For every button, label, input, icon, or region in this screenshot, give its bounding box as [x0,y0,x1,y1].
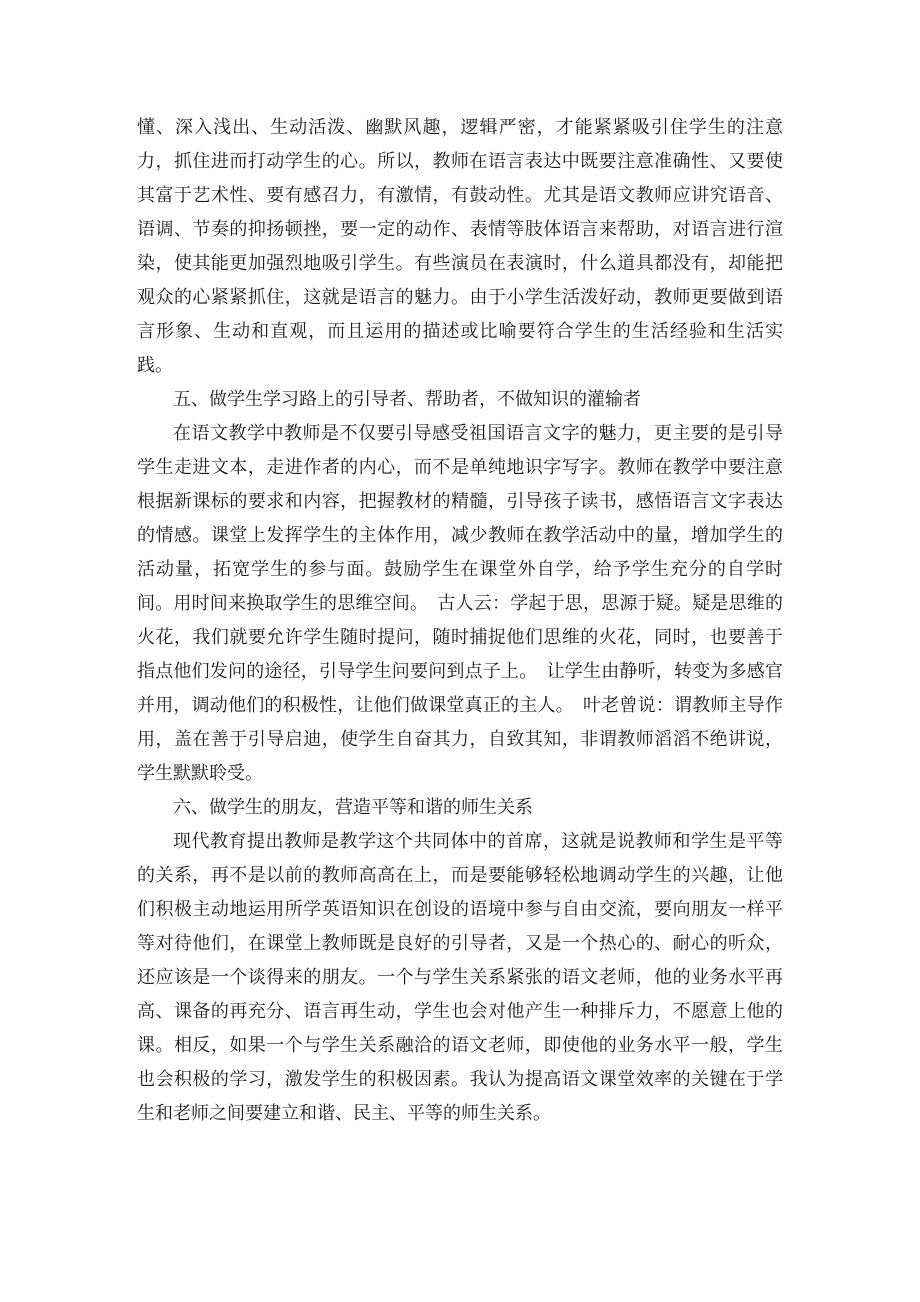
section-heading-5: 五、做学生学习路上的引导者、帮助者，不做知识的灌输者 [173,389,641,410]
paragraph-section-5: 在语文教学中教师是不仅要引导感受祖国语言文字的魅力，更主要的是引导学生走进文本，走进作者的内心，而不是单纯地识字写字。教师在教学中要注意根据新课标的要求和内容，把握教材的精髓，引导孩子读书，感悟语言文字表达的情感。课堂上发挥学生的主体作用，减少教师在教学活动中的量，增加学生的活动量，拓宽学生的参与面。鼓励学生在课堂外自学，给予学生充分的自学时间。用时间来换取学生的思维空间。 古人云：学起于思，思源于疑。疑是思维的火花，我们就要允许学生随时提问，随时捕捉他们思维的火花，同时，也要善于指点他们发问的途径，引导学生问要问到点子上。 让学生由静听，转变为多感官并用，调动他们的积极性，让他们做课堂真正的主人。 叶老曾说：谓教师主导作用，盖在善于引导启迪，使学生自奋其力，自致其知，非谓教师滔滔不绝讲说，学生默默聆受。 [137,423,783,784]
document-body [137,111,783,1131]
section-heading-6: 六、做学生的朋友，营造平等和谐的师生关系 [173,797,533,818]
paragraph-continuation: 懂、深入浅出、生动活泼、幽默风趣，逻辑严密，才能紧紧吸引住学生的注意力，抓住进而打动学生的心。所以，教师在语言表达中既要注意准确性、又要使其富于艺术性、要有感召力，有激情，有鼓动性。尤其是语文教师应讲究语音、语调、节奏的抑扬顿挫，要一定的动作、表情等肢体语言来帮助，对语言进行渲染，使其能更加强烈地吸引学生。有些演员在表演时，什么道具都没有，却能把观众的心紧紧抓住，这就是语言的魅力。由于小学生活泼好动，教师更要做到语言形象、生动和直观，而且运用的描述或比喻要符合学生的生活经验和生活实践。 [137,117,783,376]
paragraph-section-6: 现代教育提出教师是教学这个共同体中的首席，这就是说教师和学生是平等的关系，再不是以前的教师高高在上，而是要能够轻松地调动学生的兴趣，让他们积极主动地运用所学英语知识在创设的语境中参与自由交流，要向朋友一样平等对待他们，在课堂上教师既是良好的引导者，又是一个热心的、耐心的听众，还应该是一个谈得来的朋友。一个与学生关系紧张的语文老师，他的业务水平再高、课备的再充分、语言再生动，学生也会对他产生一种排斥力，不愿意上他的课。相反，如果一个与学生关系融洽的语文老师，即使他的业务水平一般，学生也会积极的学习，激发学生的积极因素。我认为提高语文课堂效率的关键在于学生和老师之间要建立和谐、民主、平等的师生关系。 [137,831,783,1124]
